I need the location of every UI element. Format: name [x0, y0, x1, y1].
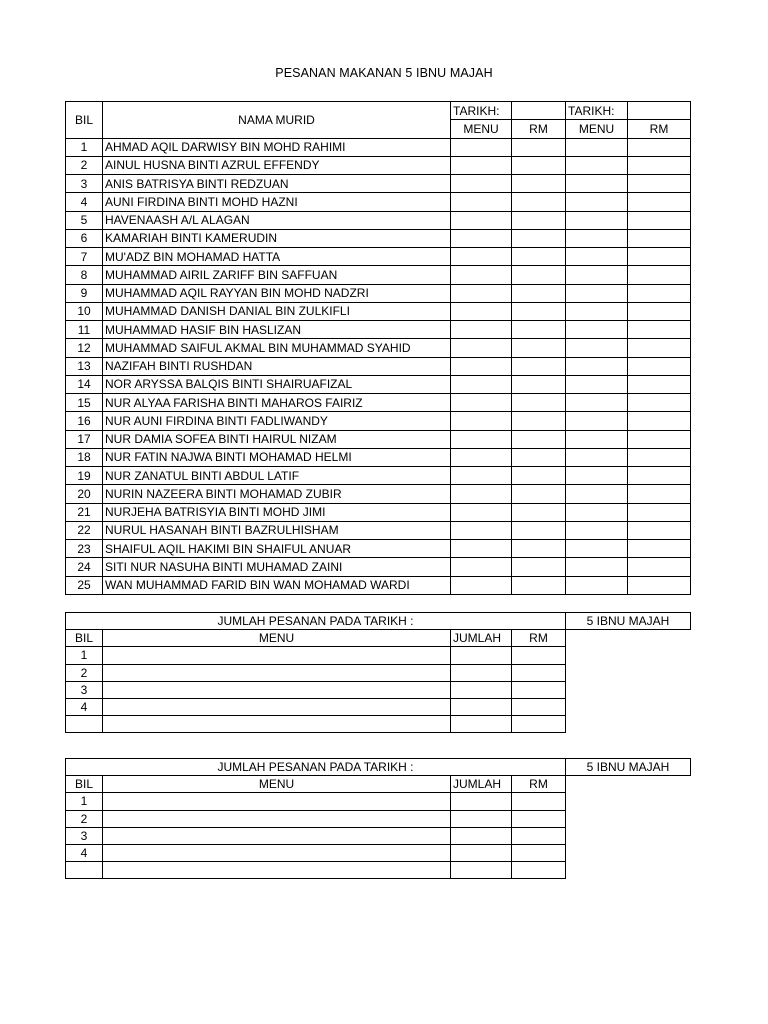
- menu-cell-2[interactable]: [566, 211, 628, 229]
- student-order-table: [65, 101, 691, 595]
- row-number: 2: [66, 156, 103, 174]
- table-row: [66, 664, 691, 681]
- student-name: KAMARIAH BINTI KAMERUDIN: [103, 229, 451, 247]
- table-row: [66, 175, 691, 193]
- rm-cell-2[interactable]: [628, 485, 691, 503]
- summary-col-menu: MENU: [103, 776, 451, 793]
- menu-cell-1[interactable]: [451, 193, 512, 211]
- row-number: 18: [66, 448, 103, 466]
- summary-table-1: [65, 612, 691, 733]
- table-row: [66, 138, 691, 156]
- row-number: 3: [66, 175, 103, 193]
- student-name: NUR ZANATUL BINTI ABDUL LATIF: [103, 467, 451, 485]
- table-row: [66, 412, 691, 430]
- menu-cell[interactable]: [103, 827, 451, 844]
- row-number: 21: [66, 503, 103, 521]
- menu-cell-2[interactable]: [566, 229, 628, 247]
- rm-cell-1[interactable]: [512, 430, 566, 448]
- rm-cell-1[interactable]: [512, 448, 566, 466]
- menu-cell-2[interactable]: [566, 248, 628, 266]
- table-row: [66, 558, 691, 576]
- rm-cell-2[interactable]: [628, 521, 691, 539]
- menu-cell-1[interactable]: [451, 211, 512, 229]
- rm-cell-1[interactable]: [512, 229, 566, 247]
- menu-cell-2[interactable]: [566, 558, 628, 576]
- header-tarikh-1: TARIKH:: [451, 102, 512, 120]
- row-number: [66, 862, 103, 879]
- menu-cell[interactable]: [103, 862, 451, 879]
- table-row: [66, 321, 691, 339]
- menu-cell-1[interactable]: [451, 576, 512, 594]
- rm-cell-1[interactable]: [512, 211, 566, 229]
- student-name: HAVENAASH A/L ALAGAN: [103, 211, 451, 229]
- table-row: [66, 503, 691, 521]
- menu-cell-1[interactable]: [451, 485, 512, 503]
- row-number: 23: [66, 540, 103, 558]
- menu-cell-1[interactable]: [451, 521, 512, 539]
- row-number: 11: [66, 321, 103, 339]
- student-name: MUHAMMAD AIRIL ZARIFF BIN SAFFUAN: [103, 266, 451, 284]
- rm-cell-2[interactable]: [628, 576, 691, 594]
- table-row: [66, 810, 691, 827]
- jumlah-cell[interactable]: [451, 664, 512, 681]
- table-row: [66, 339, 691, 357]
- menu-cell-1[interactable]: [451, 229, 512, 247]
- table-row: [66, 576, 691, 594]
- menu-cell-1[interactable]: [451, 430, 512, 448]
- menu-cell-2[interactable]: [566, 284, 628, 302]
- table-row: [66, 211, 691, 229]
- menu-cell-1[interactable]: [451, 175, 512, 193]
- header-nama-murid: NAMA MURID: [103, 102, 451, 139]
- student-name: MUHAMMAD SAIFUL AKMAL BIN MUHAMMAD SYAHID: [103, 339, 451, 357]
- student-name: NUR ALYAA FARISHA BINTI MAHAROS FAIRIZ: [103, 394, 451, 412]
- menu-cell-1[interactable]: [451, 339, 512, 357]
- table-row: [66, 302, 691, 320]
- student-name: WAN MUHAMMAD FARID BIN WAN MOHAMAD WARDI: [103, 576, 451, 594]
- rm-cell-2[interactable]: [628, 321, 691, 339]
- menu-cell[interactable]: [103, 664, 451, 681]
- menu-cell-2[interactable]: [566, 448, 628, 466]
- summary-class-label: 5 IBNU MAJAH: [566, 759, 691, 776]
- menu-cell-2[interactable]: [566, 576, 628, 594]
- menu-cell-2[interactable]: [566, 540, 628, 558]
- table-row: [66, 844, 691, 861]
- row-number: 5: [66, 211, 103, 229]
- menu-cell-2[interactable]: [566, 156, 628, 174]
- menu-cell-2[interactable]: [566, 138, 628, 156]
- jumlah-cell[interactable]: [451, 862, 512, 879]
- rm-cell[interactable]: [512, 698, 566, 715]
- student-name: NOR ARYSSA BALQIS BINTI SHAIRUAFIZAL: [103, 375, 451, 393]
- menu-cell-2[interactable]: [566, 521, 628, 539]
- rm-cell-1[interactable]: [512, 248, 566, 266]
- menu-cell-2[interactable]: [566, 357, 628, 375]
- summary-col-jumlah: JUMLAH: [451, 776, 512, 793]
- jumlah-cell[interactable]: [451, 716, 512, 733]
- row-number: 13: [66, 357, 103, 375]
- rm-cell-2[interactable]: [628, 375, 691, 393]
- row-number: 6: [66, 229, 103, 247]
- rm-cell-2[interactable]: [628, 412, 691, 430]
- student-name: SITI NUR NASUHA BINTI MUHAMAD ZAINI: [103, 558, 451, 576]
- rm-cell-2[interactable]: [628, 193, 691, 211]
- menu-cell-2[interactable]: [566, 412, 628, 430]
- table-row: [66, 193, 691, 211]
- page-title: PESANAN MAKANAN 5 IBNU MAJAH: [275, 66, 493, 80]
- jumlah-cell[interactable]: [451, 698, 512, 715]
- student-name: AUNI FIRDINA BINTI MOHD HAZNI: [103, 193, 451, 211]
- menu-cell-2[interactable]: [566, 321, 628, 339]
- menu-cell-1[interactable]: [451, 467, 512, 485]
- row-number: 22: [66, 521, 103, 539]
- summary-class-label: 5 IBNU MAJAH: [566, 613, 691, 630]
- jumlah-cell[interactable]: [451, 810, 512, 827]
- rm-cell-1[interactable]: [512, 558, 566, 576]
- rm-cell[interactable]: [512, 827, 566, 844]
- menu-cell-1[interactable]: [451, 156, 512, 174]
- table-row: [66, 284, 691, 302]
- header-rm-1: RM: [512, 120, 566, 138]
- student-name: SHAIFUL AQIL HAKIMI BIN SHAIFUL ANUAR: [103, 540, 451, 558]
- menu-cell-1[interactable]: [451, 138, 512, 156]
- summary-col-rm: RM: [512, 776, 566, 793]
- rm-cell-2[interactable]: [628, 448, 691, 466]
- table-row: [66, 448, 691, 466]
- table-row: [66, 248, 691, 266]
- menu-cell-2[interactable]: [566, 175, 628, 193]
- menu-cell-2[interactable]: [566, 394, 628, 412]
- table-row: [66, 375, 691, 393]
- menu-cell-1[interactable]: [451, 412, 512, 430]
- summary-col-menu: MENU: [103, 630, 451, 647]
- rm-cell-2[interactable]: [628, 248, 691, 266]
- row-number: 8: [66, 266, 103, 284]
- row-number: 17: [66, 430, 103, 448]
- rm-cell-2[interactable]: [628, 503, 691, 521]
- header-bil: BIL: [66, 102, 103, 139]
- menu-cell-1[interactable]: [451, 302, 512, 320]
- student-name: MU'ADZ BIN MOHAMAD HATTA: [103, 248, 451, 266]
- jumlah-cell[interactable]: [451, 827, 512, 844]
- menu-cell-1[interactable]: [451, 284, 512, 302]
- table-row: [66, 793, 691, 810]
- rm-cell[interactable]: [512, 664, 566, 681]
- row-number: 10: [66, 302, 103, 320]
- menu-cell-1[interactable]: [451, 375, 512, 393]
- student-name: NURIN NAZEERA BINTI MOHAMAD ZUBIR: [103, 485, 451, 503]
- rm-cell-2[interactable]: [628, 211, 691, 229]
- rm-cell-1[interactable]: [512, 540, 566, 558]
- menu-cell[interactable]: [103, 716, 451, 733]
- rm-cell-1[interactable]: [512, 503, 566, 521]
- student-name: NUR FATIN NAJWA BINTI MOHAMAD HELMI: [103, 448, 451, 466]
- row-number: 4: [66, 698, 103, 715]
- row-number: [66, 716, 103, 733]
- rm-cell-2[interactable]: [628, 357, 691, 375]
- menu-cell-1[interactable]: [451, 248, 512, 266]
- rm-cell[interactable]: [512, 647, 566, 664]
- summary-heading: JUMLAH PESANAN PADA TARIKH :: [66, 759, 566, 776]
- rm-cell-1[interactable]: [512, 467, 566, 485]
- rm-cell-2[interactable]: [628, 430, 691, 448]
- rm-cell-1[interactable]: [512, 394, 566, 412]
- rm-cell-2[interactable]: [628, 284, 691, 302]
- row-number: 4: [66, 193, 103, 211]
- table-row: [66, 540, 691, 558]
- rm-cell-2[interactable]: [628, 156, 691, 174]
- rm-cell-1[interactable]: [512, 175, 566, 193]
- row-number: 1: [66, 138, 103, 156]
- student-name: AINUL HUSNA BINTI AZRUL EFFENDY: [103, 156, 451, 174]
- menu-cell-1[interactable]: [451, 540, 512, 558]
- menu-cell-2[interactable]: [566, 375, 628, 393]
- rm-cell-2[interactable]: [628, 558, 691, 576]
- table-row: [66, 394, 691, 412]
- rm-cell-1[interactable]: [512, 412, 566, 430]
- row-number: 7: [66, 248, 103, 266]
- rm-cell-2[interactable]: [628, 540, 691, 558]
- summary-col-bil: BIL: [66, 630, 103, 647]
- student-name: NURJEHA BATRISYIA BINTI MOHD JIMI: [103, 503, 451, 521]
- table-row: [66, 698, 691, 715]
- menu-cell-2[interactable]: [566, 193, 628, 211]
- student-name: NUR DAMIA SOFEA BINTI HAIRUL NIZAM: [103, 430, 451, 448]
- row-number: 24: [66, 558, 103, 576]
- rm-cell-1[interactable]: [512, 193, 566, 211]
- table-row: [66, 647, 691, 664]
- row-number: 1: [66, 793, 103, 810]
- rm-cell-2[interactable]: [628, 394, 691, 412]
- header-tarikh-2: TARIKH:: [566, 102, 628, 120]
- row-number: 12: [66, 339, 103, 357]
- menu-cell-1[interactable]: [451, 357, 512, 375]
- rm-cell[interactable]: [512, 862, 566, 879]
- student-name: NAZIFAH BINTI RUSHDAN: [103, 357, 451, 375]
- rm-cell-1[interactable]: [512, 302, 566, 320]
- row-number: 2: [66, 664, 103, 681]
- row-number: 15: [66, 394, 103, 412]
- rm-cell-2[interactable]: [628, 138, 691, 156]
- rm-cell-1[interactable]: [512, 284, 566, 302]
- menu-cell[interactable]: [103, 793, 451, 810]
- rm-cell-1[interactable]: [512, 339, 566, 357]
- row-number: 3: [66, 681, 103, 698]
- row-number: 25: [66, 576, 103, 594]
- rm-cell[interactable]: [512, 716, 566, 733]
- menu-cell[interactable]: [103, 844, 451, 861]
- rm-cell-2[interactable]: [628, 339, 691, 357]
- menu-cell-1[interactable]: [451, 321, 512, 339]
- header-menu-1: MENU: [451, 120, 512, 138]
- rm-cell-1[interactable]: [512, 266, 566, 284]
- header-menu-2: MENU: [566, 120, 628, 138]
- table-row: [66, 229, 691, 247]
- rm-cell-1[interactable]: [512, 321, 566, 339]
- menu-cell-1[interactable]: [451, 558, 512, 576]
- menu-cell[interactable]: [103, 681, 451, 698]
- menu-cell-2[interactable]: [566, 503, 628, 521]
- row-number: 16: [66, 412, 103, 430]
- rm-cell-1[interactable]: [512, 138, 566, 156]
- rm-cell-2[interactable]: [628, 266, 691, 284]
- date-field-1[interactable]: [512, 102, 566, 120]
- row-number: 14: [66, 375, 103, 393]
- summary-table-2: [65, 758, 691, 879]
- table-row: [66, 266, 691, 284]
- menu-cell-1[interactable]: [451, 503, 512, 521]
- student-name: MUHAMMAD HASIF BIN HASLIZAN: [103, 321, 451, 339]
- summary-col-rm: RM: [512, 630, 566, 647]
- rm-cell-1[interactable]: [512, 357, 566, 375]
- student-name: NURUL HASANAH BINTI BAZRULHISHAM: [103, 521, 451, 539]
- table-row: [66, 357, 691, 375]
- student-name: MUHAMMAD DANISH DANIAL BIN ZULKIFLI: [103, 302, 451, 320]
- table-row: [66, 862, 691, 879]
- summary-col-jumlah: JUMLAH: [451, 630, 512, 647]
- table-row: [66, 485, 691, 503]
- menu-cell-1[interactable]: [451, 448, 512, 466]
- rm-cell[interactable]: [512, 681, 566, 698]
- menu-cell-2[interactable]: [566, 266, 628, 284]
- row-number: 19: [66, 467, 103, 485]
- menu-cell-1[interactable]: [451, 394, 512, 412]
- table-row: [66, 827, 691, 844]
- row-number: 4: [66, 844, 103, 861]
- rm-cell[interactable]: [512, 844, 566, 861]
- row-number: 20: [66, 485, 103, 503]
- summary-col-bil: BIL: [66, 776, 103, 793]
- jumlah-cell[interactable]: [451, 793, 512, 810]
- menu-cell[interactable]: [103, 647, 451, 664]
- student-name: AHMAD AQIL DARWISY BIN MOHD RAHIMI: [103, 138, 451, 156]
- summary-heading: JUMLAH PESANAN PADA TARIKH :: [66, 613, 566, 630]
- menu-cell-2[interactable]: [566, 339, 628, 357]
- table-row: [66, 681, 691, 698]
- student-name: MUHAMMAD AQIL RAYYAN BIN MOHD NADZRI: [103, 284, 451, 302]
- jumlah-cell[interactable]: [451, 681, 512, 698]
- jumlah-cell[interactable]: [451, 844, 512, 861]
- row-number: 2: [66, 810, 103, 827]
- jumlah-cell[interactable]: [451, 647, 512, 664]
- rm-cell-2[interactable]: [628, 229, 691, 247]
- table-row: [66, 521, 691, 539]
- header-rm-2: RM: [628, 120, 691, 138]
- rm-cell-1[interactable]: [512, 485, 566, 503]
- menu-cell-2[interactable]: [566, 430, 628, 448]
- menu-cell[interactable]: [103, 698, 451, 715]
- menu-cell-1[interactable]: [451, 266, 512, 284]
- rm-cell-1[interactable]: [512, 576, 566, 594]
- date-field-2[interactable]: [628, 102, 691, 120]
- menu-cell-2[interactable]: [566, 302, 628, 320]
- table-row: [66, 156, 691, 174]
- rm-cell[interactable]: [512, 793, 566, 810]
- row-number: 1: [66, 647, 103, 664]
- row-number: 9: [66, 284, 103, 302]
- rm-cell-2[interactable]: [628, 302, 691, 320]
- rm-cell-1[interactable]: [512, 375, 566, 393]
- menu-cell-2[interactable]: [566, 467, 628, 485]
- rm-cell-1[interactable]: [512, 521, 566, 539]
- student-name: NUR AUNI FIRDINA BINTI FADLIWANDY: [103, 412, 451, 430]
- table-row: [66, 430, 691, 448]
- student-name: ANIS BATRISYA BINTI REDZUAN: [103, 175, 451, 193]
- menu-cell-2[interactable]: [566, 485, 628, 503]
- menu-cell[interactable]: [103, 810, 451, 827]
- table-row: [66, 716, 691, 733]
- row-number: 3: [66, 827, 103, 844]
- rm-cell-1[interactable]: [512, 156, 566, 174]
- rm-cell[interactable]: [512, 810, 566, 827]
- rm-cell-2[interactable]: [628, 467, 691, 485]
- table-row: [66, 467, 691, 485]
- rm-cell-2[interactable]: [628, 175, 691, 193]
